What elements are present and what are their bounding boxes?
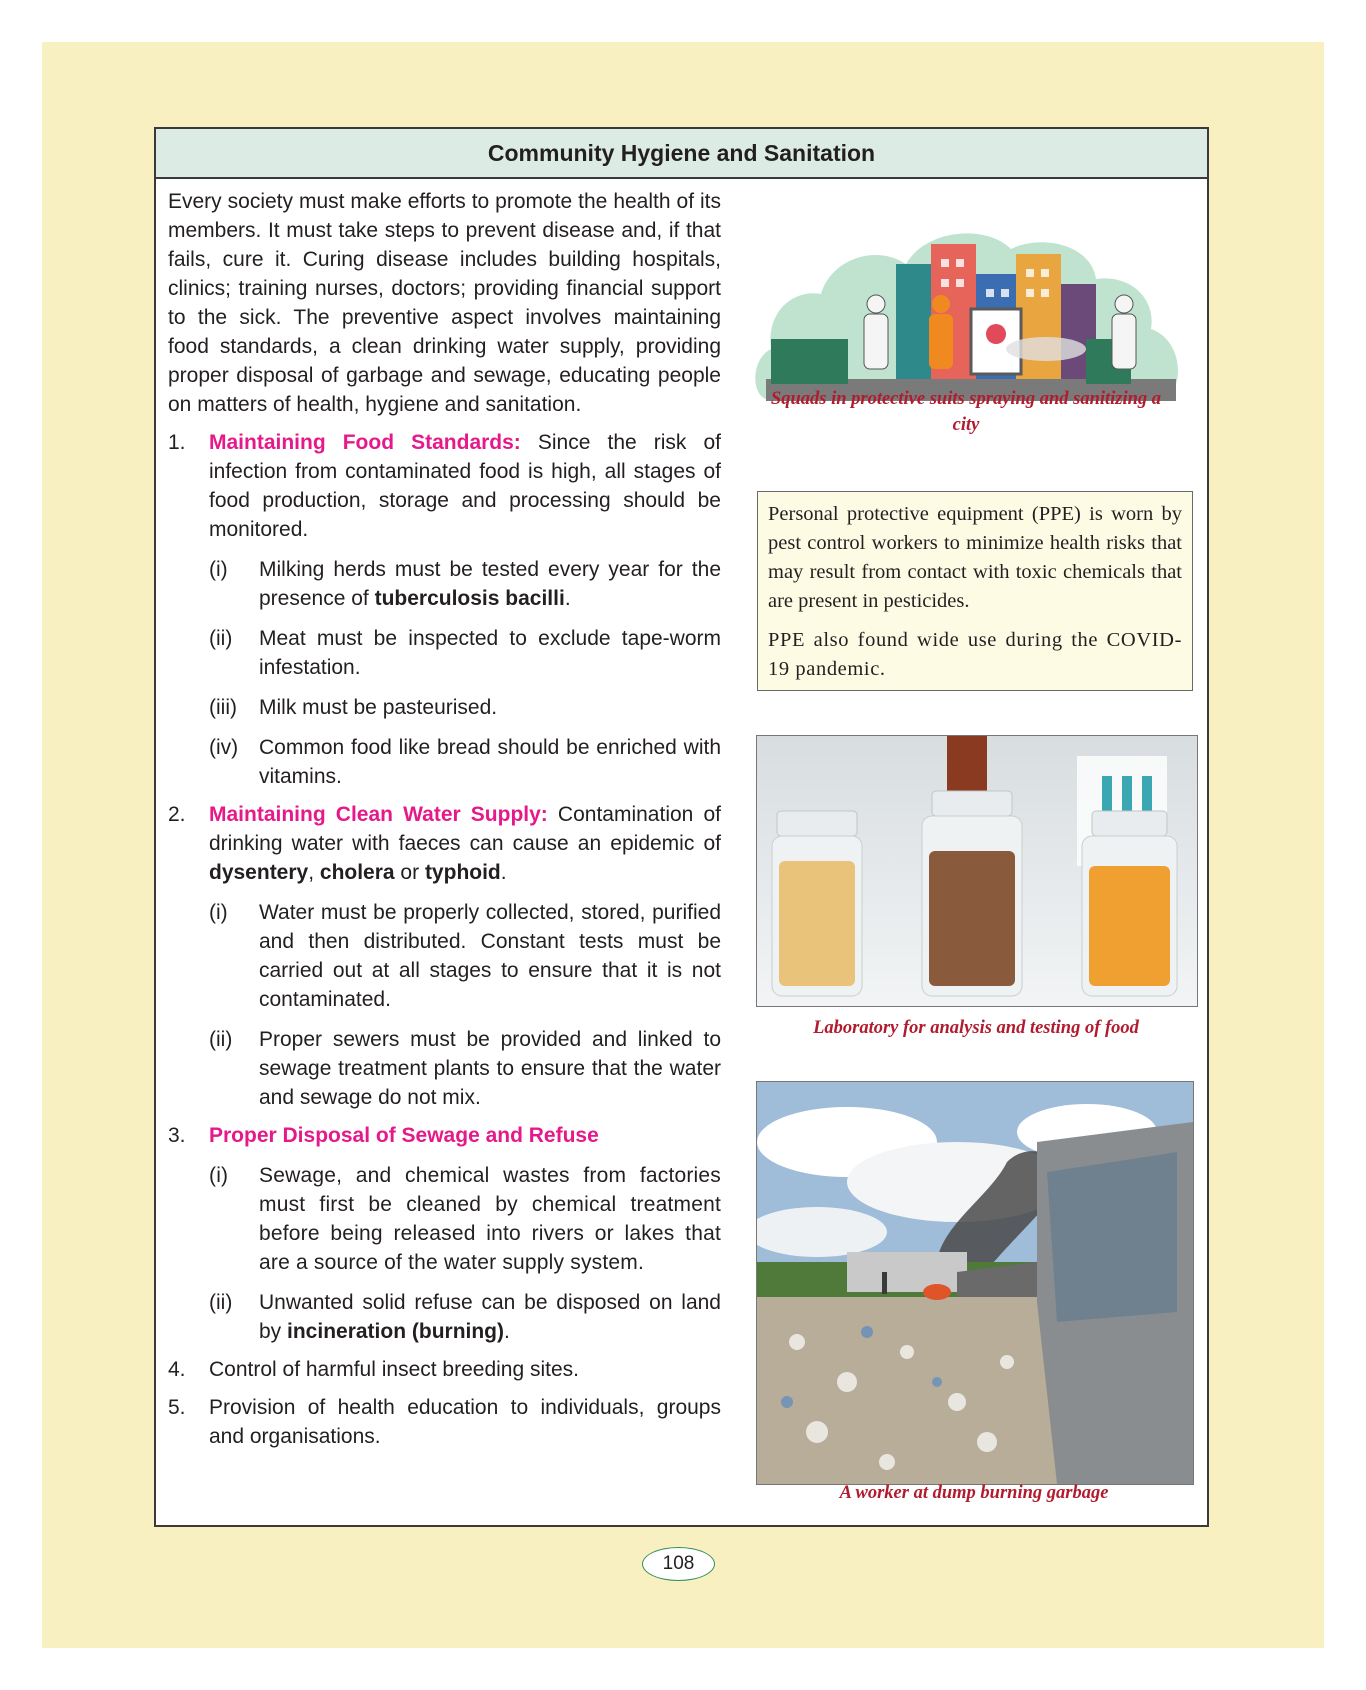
sub-item: (iii) Milk must be pasteurised. [209,696,498,719]
content-box [154,127,1209,1527]
food-lab-photo [756,735,1198,1007]
sub-item: (i) Milking herds must be tested every year for the presence of tuberculosis bacilli. [209,558,721,610]
sub-item: (ii) Unwanted solid refuse can be disposed on land by incineration (burning). [209,1291,721,1343]
sub-item: (iv) Common food like bread should be enriched with vitamins. [209,736,721,788]
city-caption: Squads in protective suits spraying and sanitizing a city [770,389,1162,435]
intro-paragraph: Every society must make efforts to promote the health of its members. It must take steps to prevent disease and, if that fails, cure it. Curing disease includes building hospitals, clinics; training nurses, doctors; providing financial support to the sick. The preventive aspect involves maintaining food standards, a clean drinking water supply, providing proper disposal of garbage and sewage, educating people on matters of health, hygiene and sanitation. [168,190,721,416]
dump-photo [756,1081,1194,1485]
sub-item: (i) Sewage, and chemical wastes from factories must first be cleaned by chemical treatment before being released into rivers or lakes that are a source of the water supply system. [209,1164,721,1274]
city-sanitizing-illustration [746,189,1191,404]
list-item: 3. Proper Disposal of Sewage and Refuse [168,1124,599,1147]
sub-item: (ii) Meat must be inspected to exclude tape-worm infestation. [209,627,721,679]
dump-caption: A worker at dump burning garbage [839,1483,1109,1503]
main-text-column [168,187,721,1451]
page-title: Community Hygiene and Sanitation [156,129,1207,179]
list-item: 5. Provision of health education to individuals, groups and organisations. [168,1396,721,1448]
item-heading: Proper Disposal of Sewage and Refuse [209,1124,599,1147]
sub-item: (i) Water must be properly collected, stored, purified and then distributed. Constant tests must be carried out at all stages to ensure that it is not contaminated. [209,901,721,1011]
list-item: 4. Control of harmful insect breeding sites. [168,1358,580,1381]
ppe-note: Personal protective equipment (PPE) is worn by pest control workers to minimize health risks that may result from contact with toxic chemicals that are present in pesticides. PPE also found wide use during the COVID-19 pandemic. [757,491,1193,691]
sub-item: (ii) Proper sewers must be provided and linked to sewage treatment plants to ensure that the water and sewage do not mix. [209,1028,721,1109]
list-item: 1. Maintaining Food Standards: Since the risk of infection from contaminated food is high, all stages of food production, storage and processing should be monitored. [168,431,722,541]
page-number: 108 [642,1547,715,1581]
item-heading: Maintaining Food Standards: [209,431,521,454]
lab-caption: Laboratory for analysis and testing of food [813,1018,1139,1038]
list-item: 2. Maintaining Clean Water Supply: Contamination of drinking water with faeces can cause an epidemic of dysentery, cholera or typhoid. [168,803,721,884]
item-heading: Maintaining Clean Water Supply: [209,803,548,826]
